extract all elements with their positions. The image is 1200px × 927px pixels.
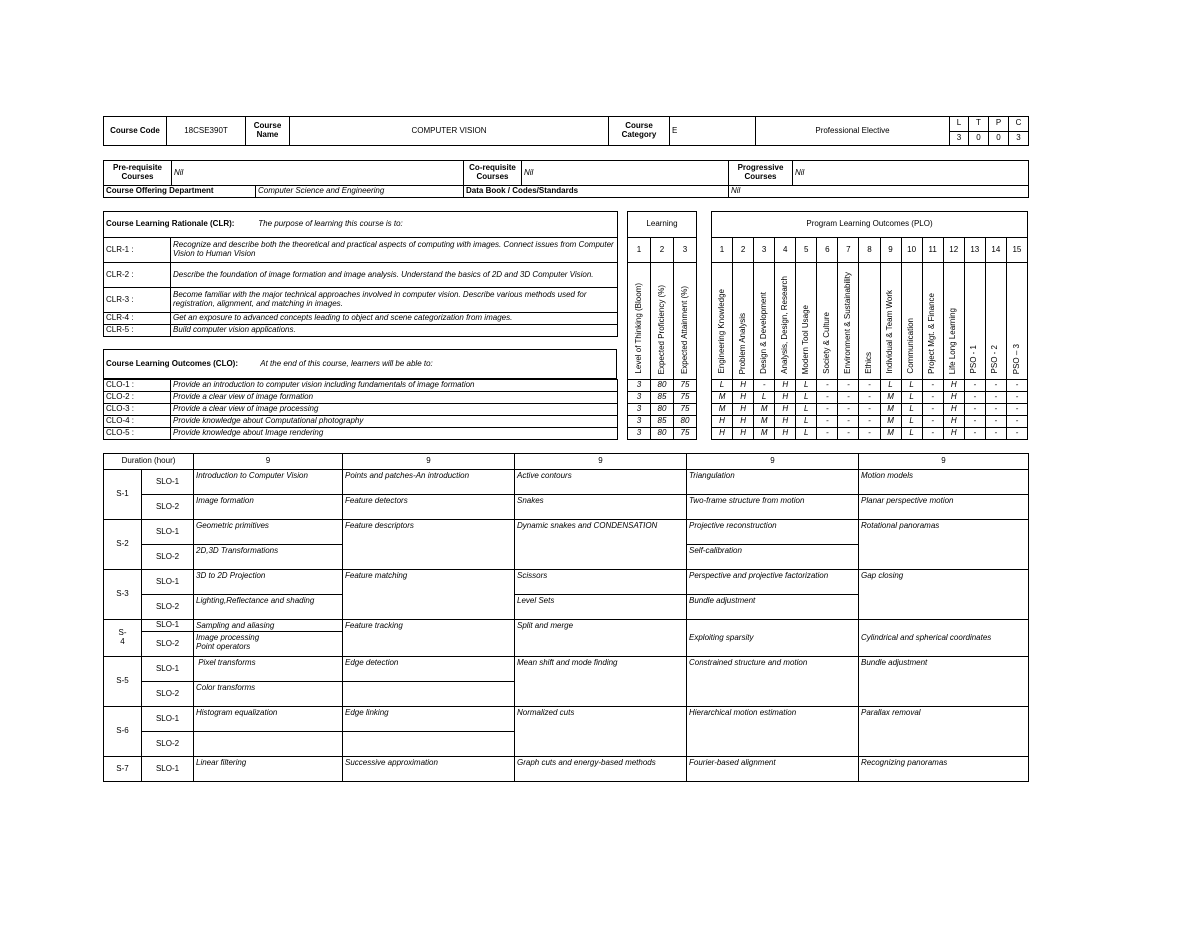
plo-value: H	[733, 427, 754, 439]
topic-cell: Active contours	[515, 470, 687, 495]
course-category-label: Course Category	[609, 117, 670, 146]
duration-label: Duration (hour)	[104, 454, 194, 470]
clr-table	[103, 211, 618, 337]
plo-heading: Program Learning Outcomes (PLO)	[712, 212, 1028, 238]
learning-heading: Learning	[628, 212, 697, 238]
session-label: S-5	[104, 657, 142, 707]
clr-heading: Course Learning Rationale (CLR):	[106, 219, 235, 229]
plo-number: 1	[712, 238, 733, 263]
topic-cell: Parallax removal	[859, 707, 1029, 757]
plo-value: H	[775, 379, 796, 391]
plo-label: Communication	[906, 318, 916, 374]
plo-label: Society & Culture	[821, 312, 831, 374]
plo-value: -	[817, 391, 838, 403]
slo-label: SLO-1	[142, 570, 194, 595]
topic-cell: Image formation	[194, 495, 343, 520]
topic-cell: Introduction to Computer Vision	[194, 470, 343, 495]
learning-label: Expected Proficiency (%)	[656, 284, 666, 374]
dept-label: Course Offering Department	[104, 186, 256, 198]
plo-label: Engineering Knowledge	[716, 289, 726, 374]
prereq-label: Pre-requisite Courses	[104, 161, 172, 186]
topic-cell: Two-frame structure from motion	[687, 495, 859, 520]
slo-label: SLO-1	[142, 757, 194, 782]
clo-code: CLO-2 :	[104, 392, 171, 404]
slo-label: SLO-1	[142, 620, 194, 632]
course-code-label: Course Code	[104, 117, 167, 146]
learning-table	[627, 211, 697, 440]
learning-value: 75	[674, 379, 697, 391]
plo-number: 5	[796, 238, 817, 263]
plo-value: -	[922, 403, 943, 415]
topic-cell-empty	[194, 732, 343, 757]
topic-cell: Edge detection	[343, 657, 515, 682]
learning-value: 85	[651, 415, 674, 427]
plo-value: L	[901, 379, 922, 391]
plo-value: H	[733, 403, 754, 415]
plo-value: -	[859, 427, 880, 439]
clo-code: CLO-4 :	[104, 416, 171, 428]
topic-cell: Rotational panoramas	[859, 520, 1029, 570]
plo-value: H	[943, 403, 964, 415]
session-label: S-3	[104, 570, 142, 620]
plo-value: H	[943, 379, 964, 391]
plo-value: -	[922, 427, 943, 439]
plo-number: 10	[901, 238, 922, 263]
topic-cell: Edge linking	[343, 707, 515, 732]
clo-table	[103, 379, 618, 440]
topic-cell: Level Sets	[515, 595, 687, 620]
ltpc-value-t: 0	[969, 131, 989, 146]
coreq-label: Co-requisite Courses	[464, 161, 522, 186]
plo-value: -	[922, 415, 943, 427]
learning-value: 3	[628, 427, 651, 439]
plo-value: -	[817, 403, 838, 415]
topic-cell-empty	[343, 732, 515, 757]
plo-value: -	[964, 379, 985, 391]
topic-cell: Sampling and aliasing	[194, 620, 343, 632]
dept-value: Computer Science and Engineering	[256, 186, 464, 198]
plo-value: -	[1006, 391, 1027, 403]
plo-value: -	[922, 379, 943, 391]
prereq-value: Nil	[172, 161, 464, 186]
topic-cell: Projective reconstruction	[687, 520, 859, 545]
session-label: S-6	[104, 707, 142, 757]
learning-value: 75	[674, 427, 697, 439]
topic-cell: Bundle adjustment	[859, 657, 1029, 707]
plo-value: H	[943, 415, 964, 427]
session-label: S-2	[104, 520, 142, 570]
topic-cell: Split and merge	[515, 620, 687, 657]
plo-number: 3	[754, 238, 775, 263]
topic-cell: Perspective and projective factorization	[687, 570, 859, 595]
course-header-table	[103, 116, 1029, 146]
plo-value: -	[817, 379, 838, 391]
plo-value: -	[859, 391, 880, 403]
learning-value: 85	[651, 391, 674, 403]
clr-code: CLR-4 :	[104, 313, 171, 325]
plo-value: H	[775, 415, 796, 427]
plo-value: -	[964, 403, 985, 415]
plo-value: -	[1006, 379, 1027, 391]
plo-value: L	[712, 379, 733, 391]
topic-cell: Points and patches-An introduction	[343, 470, 515, 495]
plo-value: -	[1006, 403, 1027, 415]
plo-value: -	[964, 427, 985, 439]
plo-value: -	[754, 379, 775, 391]
plo-number: 13	[964, 238, 985, 263]
plo-value: H	[712, 427, 733, 439]
clr-text: Describe the foundation of image formation and image analysis. Understand the basics of 2D and 3D Computer Vision.	[171, 263, 618, 288]
session-label: S-1	[104, 470, 142, 520]
topic-cell: 2D,3D Transformations	[194, 545, 343, 570]
clr-text: Get an exposure to advanced concepts leading to object and scene categorization from images.	[171, 313, 618, 325]
plo-value: -	[838, 415, 859, 427]
plo-number: 8	[859, 238, 880, 263]
plo-value: H	[775, 403, 796, 415]
topic-cell: Dynamic snakes and CONDENSATION	[515, 520, 687, 570]
plo-number: 7	[838, 238, 859, 263]
coreq-value: Nil	[522, 161, 729, 186]
ltpc-label-l: L	[950, 117, 969, 132]
topic-cell: Successive approximation	[343, 757, 515, 782]
plo-value: -	[922, 391, 943, 403]
slo-label: SLO-1	[142, 657, 194, 682]
topic-cell: Motion models	[859, 470, 1029, 495]
topic-cell: Planar perspective motion	[859, 495, 1029, 520]
topic-cell: Recognizing panoramas	[859, 757, 1029, 782]
topic-cell: Triangulation	[687, 470, 859, 495]
plo-value: -	[985, 379, 1006, 391]
clr-code: CLR-2 :	[104, 263, 171, 288]
ltpc-label-p: P	[989, 117, 1009, 132]
session-label: S- 4	[104, 620, 142, 657]
plo-value: L	[796, 415, 817, 427]
plo-value: M	[880, 427, 901, 439]
topic-cell: Graph cuts and energy-based methods	[515, 757, 687, 782]
topic-cell: Feature matching	[343, 570, 515, 620]
learning-value: 80	[674, 415, 697, 427]
progressive-label: Progressive Courses	[729, 161, 793, 186]
progressive-value: Nil	[793, 161, 1029, 186]
plo-label: PSO – 3	[1011, 343, 1021, 374]
topic-cell: Constrained structure and motion	[687, 657, 859, 707]
plo-number: 15	[1006, 238, 1027, 263]
plo-value: -	[838, 403, 859, 415]
topic-cell: Feature tracking	[343, 620, 515, 657]
clo-intro: At the end of this course, learners will be able to:	[260, 358, 433, 368]
slo-label: SLO-1	[142, 470, 194, 495]
topic-cell: Feature detectors	[343, 495, 515, 520]
plo-number: 2	[733, 238, 754, 263]
plo-number: 6	[817, 238, 838, 263]
slo-label: SLO-2	[142, 682, 194, 707]
slo-label: SLO-2	[142, 545, 194, 570]
clr-code: CLR-1 :	[104, 238, 171, 263]
plo-value: -	[838, 427, 859, 439]
clo-text: Provide a clear view of image processing	[171, 404, 618, 416]
topic-cell: Feature descriptors	[343, 520, 515, 570]
plo-label: Analysis, Design, Research	[779, 276, 789, 374]
clo-code: CLO-1 :	[104, 380, 171, 392]
topic-cell: Exploiting sparsity	[687, 620, 859, 657]
plo-value: H	[775, 391, 796, 403]
plo-value: -	[985, 415, 1006, 427]
plo-value: M	[754, 427, 775, 439]
plo-value: L	[796, 427, 817, 439]
prerequisite-table	[103, 160, 1029, 198]
clr-code: CLR-3 :	[104, 288, 171, 313]
plo-value: -	[838, 391, 859, 403]
plo-value: -	[964, 415, 985, 427]
ltpc-value-c: 3	[1009, 131, 1029, 146]
plo-number: 12	[943, 238, 964, 263]
plo-value: L	[754, 391, 775, 403]
plo-value: -	[1006, 427, 1027, 439]
clr-text: Become familiar with the major technical approaches involved in computer vision. Describe various methods used for registration, alignment, and matching in images.	[171, 288, 618, 313]
plo-number: 14	[985, 238, 1006, 263]
topic-cell: Color transforms	[194, 682, 343, 707]
topic-cell: Normalized cuts	[515, 707, 687, 757]
clo-text: Provide knowledge about Image rendering	[171, 428, 618, 440]
category-name: Professional Elective	[756, 117, 950, 146]
topic-cell: Gap closing	[859, 570, 1029, 620]
plo-value: L	[901, 415, 922, 427]
topic-cell: Hierarchical motion estimation	[687, 707, 859, 757]
plo-value: M	[880, 403, 901, 415]
plo-label: Design & Development	[758, 292, 768, 374]
plo-label: Ethics	[864, 352, 874, 374]
slo-label: SLO-2	[142, 495, 194, 520]
slo-label: SLO-1	[142, 520, 194, 545]
slo-label: SLO-1	[142, 707, 194, 732]
plo-value: M	[754, 415, 775, 427]
learning-value: 80	[651, 379, 674, 391]
learning-value: 3	[628, 391, 651, 403]
ltpc-value-l: 3	[950, 131, 969, 146]
clr-code: CLR-5 :	[104, 325, 171, 337]
clr-text: Recognize and describe both the theoretical and practical aspects of computing with images. Connect issues from Computer Vision to Human Vision	[171, 238, 618, 263]
clo-text: Provide a clear view of image formation	[171, 392, 618, 404]
duration-unit-2: 9	[343, 454, 515, 470]
topic-cell: Pixel transforms	[194, 657, 343, 682]
topic-cell: Lighting,Reflectance and shading	[194, 595, 343, 620]
duration-unit-5: 9	[859, 454, 1029, 470]
plo-label: PSO - 1	[969, 345, 979, 374]
topic-cell: Scissors	[515, 570, 687, 595]
learning-number: 1	[628, 238, 651, 263]
learning-value: 3	[628, 403, 651, 415]
plo-value: H	[733, 379, 754, 391]
plo-label: Modern Tool Usage	[800, 304, 810, 374]
plo-value: -	[817, 427, 838, 439]
plo-value: H	[943, 391, 964, 403]
clo-heading-row	[104, 350, 617, 379]
slo-label: SLO-2	[142, 632, 194, 657]
learning-value: 3	[628, 415, 651, 427]
learning-number: 3	[674, 238, 697, 263]
plo-value: L	[901, 427, 922, 439]
clr-intro: The purpose of learning this course is to:	[258, 219, 403, 229]
ltpc-value-p: 0	[989, 131, 1009, 146]
plo-value: H	[712, 415, 733, 427]
learning-label: Expected Attainment (%)	[679, 285, 689, 374]
plo-label: Life Long Learning	[948, 307, 958, 374]
plo-value: M	[712, 391, 733, 403]
plo-value: M	[754, 403, 775, 415]
plo-value: -	[817, 415, 838, 427]
topic-cell: Snakes	[515, 495, 687, 520]
plo-value: -	[859, 415, 880, 427]
plo-number: 4	[775, 238, 796, 263]
plo-value: -	[838, 379, 859, 391]
clo-heading-table	[103, 349, 617, 379]
course-name-label: Course Name	[246, 117, 290, 146]
course-name-value: COMPUTER VISION	[290, 117, 609, 146]
plo-label: Project Mgt. & Finance	[927, 293, 937, 374]
topic-cell: Linear filtering	[194, 757, 343, 782]
clr-heading-row	[104, 212, 618, 238]
topic-cell: Geometric primitives	[194, 520, 343, 545]
clo-heading: Course Learning Outcomes (CLO):	[106, 358, 239, 368]
topic-cell: Cylindrical and spherical coordinates	[859, 620, 1029, 657]
plo-value: L	[796, 379, 817, 391]
clo-text: Provide knowledge about Computational photography	[171, 416, 618, 428]
topic-cell: 3D to 2D Projection	[194, 570, 343, 595]
schedule-table	[103, 453, 1029, 782]
plo-value: -	[1006, 415, 1027, 427]
topic-cell: Bundle adjustment	[687, 595, 859, 620]
slo-label: SLO-2	[142, 732, 194, 757]
databook-label: Data Book / Codes/Standards	[464, 186, 729, 198]
course-category-value: E	[670, 117, 756, 146]
topic-cell: Fourier-based alignment	[687, 757, 859, 782]
plo-value: H	[775, 427, 796, 439]
plo-value: L	[901, 391, 922, 403]
learning-number: 2	[651, 238, 674, 263]
topic-cell: Image processing Point operators	[194, 632, 343, 657]
duration-unit-3: 9	[515, 454, 687, 470]
plo-value: -	[964, 391, 985, 403]
plo-value: M	[880, 391, 901, 403]
plo-value: -	[859, 403, 880, 415]
plo-value: H	[733, 415, 754, 427]
duration-unit-1: 9	[194, 454, 343, 470]
topic-cell: Histogram equalization	[194, 707, 343, 732]
topic-cell: Self-calibration	[687, 545, 859, 570]
databook-value: Nil	[729, 186, 1029, 198]
learning-value: 3	[628, 379, 651, 391]
plo-value: L	[796, 403, 817, 415]
clr-text: Build computer vision applications.	[171, 325, 618, 337]
learning-value: 75	[674, 403, 697, 415]
plo-number: 11	[922, 238, 943, 263]
topic-cell-empty	[343, 682, 515, 707]
clo-code: CLO-3 :	[104, 404, 171, 416]
plo-value: -	[985, 391, 1006, 403]
plo-value: M	[712, 403, 733, 415]
learning-value: 80	[651, 403, 674, 415]
plo-table	[711, 211, 1028, 440]
topic-cell: Mean shift and mode finding	[515, 657, 687, 707]
plo-label: Environment & Sustainability	[843, 272, 852, 374]
ltpc-label-c: C	[1009, 117, 1029, 132]
session-label: S-7	[104, 757, 142, 782]
clo-text: Provide an introduction to computer vision including fundamentals of image formation	[171, 380, 618, 392]
ltpc-label-t: T	[969, 117, 989, 132]
plo-label: PSO - 2	[990, 345, 1000, 374]
plo-number: 9	[880, 238, 901, 263]
plo-value: -	[985, 403, 1006, 415]
plo-value: L	[796, 391, 817, 403]
course-code-value: 18CSE390T	[167, 117, 246, 146]
plo-value: M	[880, 415, 901, 427]
clo-code: CLO-5 :	[104, 428, 171, 440]
plo-value: L	[901, 403, 922, 415]
plo-label: Individual & Team Work	[885, 290, 895, 374]
duration-unit-4: 9	[687, 454, 859, 470]
plo-label: Problem Analysis	[737, 312, 747, 374]
slo-label: SLO-2	[142, 595, 194, 620]
plo-value: -	[985, 427, 1006, 439]
learning-value: 80	[651, 427, 674, 439]
plo-value: L	[880, 379, 901, 391]
plo-value: -	[859, 379, 880, 391]
learning-value: 75	[674, 391, 697, 403]
learning-label: Level of Thinking (Bloom)	[633, 283, 643, 374]
plo-value: H	[733, 391, 754, 403]
plo-value: H	[943, 427, 964, 439]
